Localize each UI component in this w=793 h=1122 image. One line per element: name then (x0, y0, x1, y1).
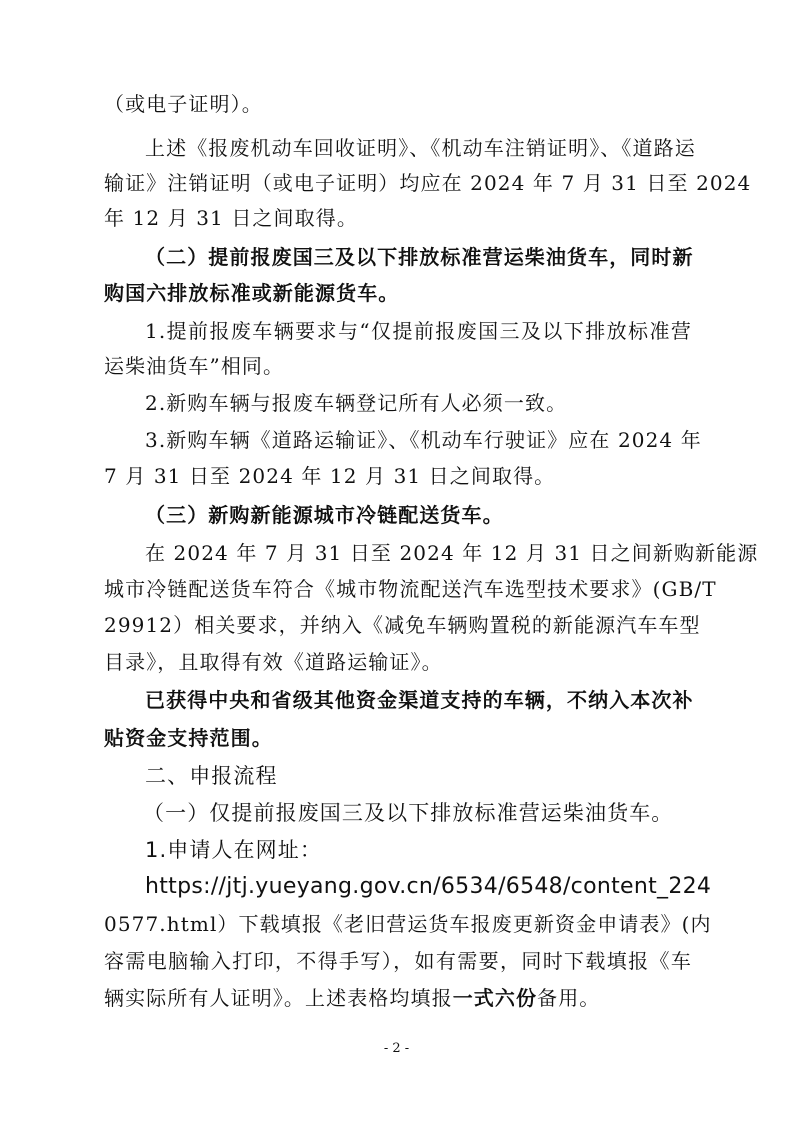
emphasis-paragraph: 贴资金支持范围。 (104, 726, 273, 750)
paragraph-line: 7 月 31 日至 2024 年 12 月 31 日之间取得。 (104, 464, 556, 488)
paragraph-line: 年 12 月 31 日之间取得。 (104, 206, 358, 230)
paragraph-line: 1.申请人在网址： (145, 838, 322, 862)
paragraph-line: 3.新购车辆《道路运输证》、《机动车行驶证》应在 2024 年 (145, 428, 702, 452)
section-heading: （二）提前报废国三及以下排放标准营运柴油货车，同时新 (145, 245, 694, 269)
paragraph-line: 城市冷链配送货车符合《城市物流配送汽车选型技术要求》(GB/T (104, 577, 717, 601)
page-number: - 2 - (383, 1041, 410, 1056)
paragraph-line: 29912）相关要求，并纳入《减免车辆购置税的新能源汽车车型 (104, 613, 701, 637)
subsection-heading: （一）仅提前报废国三及以下排放标准营运柴油货车。 (143, 801, 674, 825)
paragraph-line: 输证》注销证明（或电子证明）均应在 2024 年 7 月 31 日至 2024 (104, 171, 752, 195)
paragraph-line (104, 984, 600, 1012)
section-heading: 二、申报流程 (145, 764, 278, 788)
paragraph-line: 2.新购车辆与报废车辆登记所有人必须一致。 (145, 391, 568, 415)
section-heading: 购国六排放标准或新能源货车。 (104, 281, 400, 305)
paragraph-text: 辆实际所有人证明》。上述表格均填报 (104, 986, 453, 1010)
paragraph-line: 目录》，且取得有效《道路运输证》。 (104, 650, 443, 674)
paragraph-line: 在 2024 年 7 月 31 日至 2024 年 12 月 31 日之间新购新能源 (145, 541, 759, 565)
paragraph-line: 0577.html）下载填报《老旧营运货车报废更新资金申请表》(内 (104, 912, 712, 936)
paragraph-line: 容需电脑输入打印，不得手写），如有需要，同时下载填报《车 (104, 949, 692, 973)
paragraph-line: （或电子证明）。 (104, 92, 263, 116)
paragraph-line: 运柴油货车”相同。 (104, 354, 285, 378)
section-heading: （三）新购新能源城市冷链配送货车。 (145, 503, 504, 527)
paragraph-line: 上述《报废机动车回收证明》、《机动车注销证明》、《道路运 (145, 136, 696, 160)
paragraph-text: 备用。 (537, 986, 601, 1010)
emphasis-paragraph: 已获得中央和省级其他资金渠道支持的车辆，不纳入本次补 (145, 688, 694, 712)
emphasis-text: 一式六份 (452, 986, 538, 1010)
paragraph-line: 1.提前报废车辆要求与“仅提前报废国三及以下排放标准营 (145, 319, 692, 343)
url-text: https://jtj.yueyang.gov.cn/6534/6548/content_224 (145, 874, 712, 899)
